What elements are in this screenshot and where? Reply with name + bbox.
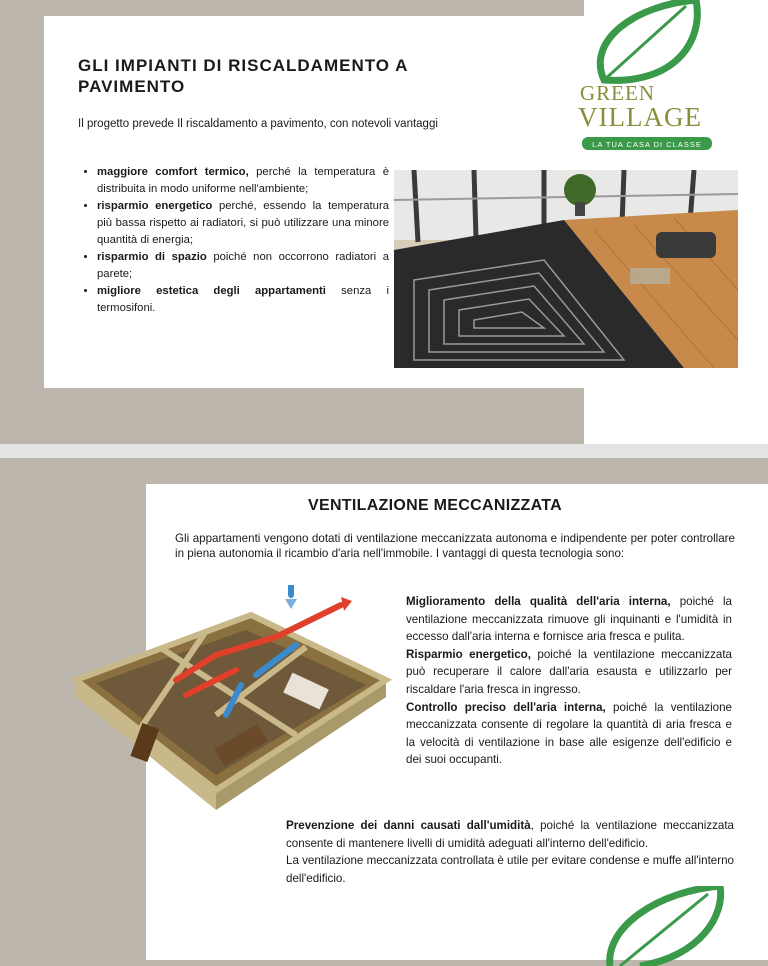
list-item [97,283,389,317]
leaf-icon-bottom [600,886,730,966]
prevention-text: , poiché la ventilazione meccanizzata consente di mantenere livelli di umidità adeguati all'interno dell'edificio. [286,819,735,850]
leaf-vein [604,6,686,80]
benefit-title: migliore estetica degli appartamenti [97,285,326,297]
benefit-text: perché, essendo la temperatura più bassa rispetto ai radiatori, si può utilizzare una minore quantità di energia; [97,200,390,246]
benefit-title: risparmio energetico [97,200,213,212]
benefit-title: maggiore comfort termico, [97,166,249,178]
logo-line2: VILLAGE [578,102,702,132]
page-divider [0,444,768,458]
list-item [97,249,389,283]
prevention-title: Prevenzione dei danni causati dall'umidità [286,819,531,832]
page1-intro: Il progetto prevede Il riscaldamento a pavimento, con notevoli vantaggi [78,118,438,130]
list-item [406,593,732,646]
benefit-text: poiché la ventilazione meccanizzata consente di regolare la quantità di aria fresca e la velocità di ventilazione in base alle esigenze dell'edificio e dei suoi occupanti. [406,700,732,767]
benefit-text: senza i termosifoni. [97,285,390,314]
closing-paragraph: La ventilazione meccanizzata controllata è utile per evitare condense e muffe all'interno dell'edificio. [286,854,734,885]
page2-prevention-block [286,817,734,887]
benefit-text: poiché la ventilazione meccanizzata rimuove gli inquinanti e l'umidità in eccesso dall'aria interna e fornisce aria fresca e pulita. [406,595,732,644]
prevention-paragraph [286,817,734,852]
benefit-title: Controllo preciso dell'aria interna, [406,700,606,714]
list-item [406,646,732,699]
house-ventilation-illustration [66,585,396,825]
benefit-title: Risparmio energetico, [406,647,531,661]
underfloor-heating-photo [394,170,738,368]
logo-tagline: LA TUA CASA DI CLASSE [592,140,702,149]
benefit-text: poiché la ventilazione meccanizzata può recuperare il calore dall'aria esausta e utilizzarlo per riscaldare l'aria fresca in ingresso. [406,647,732,696]
page1-benefits-list [80,164,389,317]
logo-line1: GREEN [580,81,655,105]
benefit-text: poiché non occorrono radiatori a parete; [97,251,389,280]
list-item [97,198,389,249]
page2-intro: Gli appartamenti vengono dotati di ventilazione meccanizzata autonoma e indipendente per poter controllare in piena autonomia il ricambio d'aria nell'immobile. I vantaggi di questa tecnologia sono: [175,532,735,560]
benefit-text: perché la temperatura è distribuita in modo uniforme nell'ambiente; [97,166,389,195]
page1-title: GLI IMPIANTI DI RISCALDAMENTO A PAVIMENTO [78,56,408,96]
benefit-title: Miglioramento della qualità dell'aria interna, [406,595,671,608]
green-village-logo [576,0,732,160]
list-item [406,699,732,769]
list-item [97,164,389,198]
page2-title: VENTILAZIONE MECCANIZZATA [308,497,562,514]
page2-benefits [406,593,732,769]
benefit-title: risparmio di spazio [97,251,207,263]
